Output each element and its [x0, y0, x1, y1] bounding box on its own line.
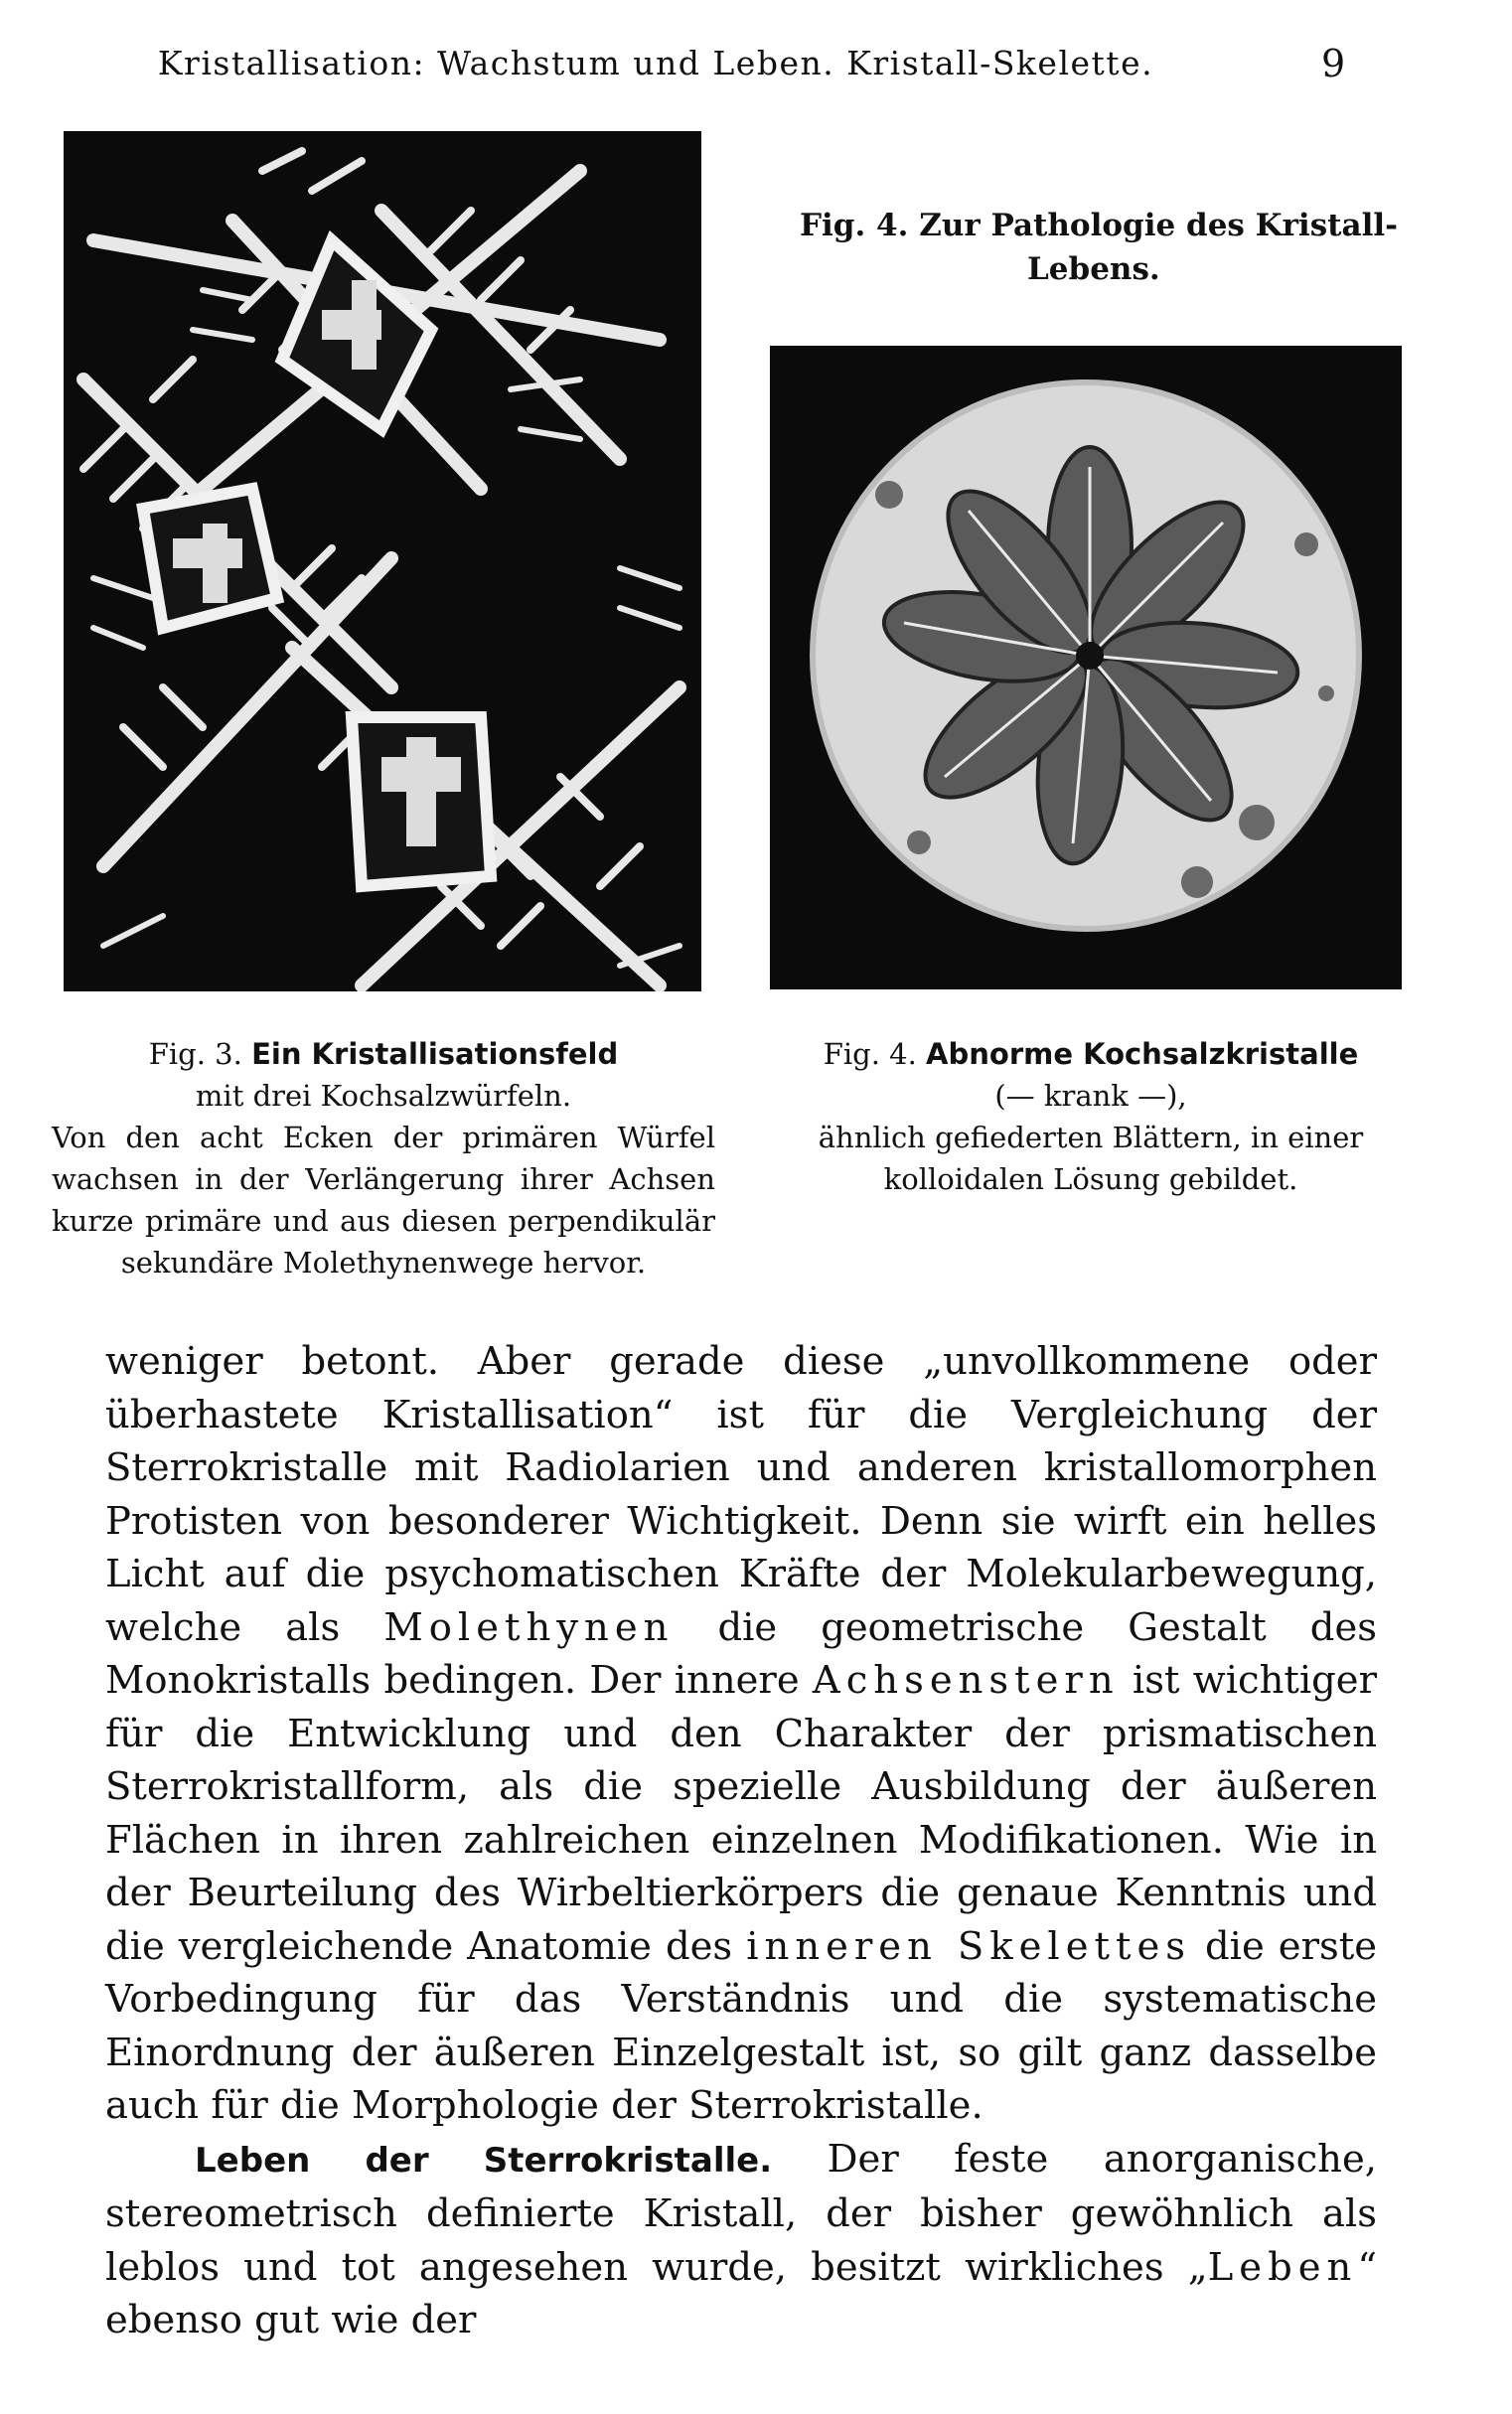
paragraph-1-text-a: weniger betont. Aber gerade diese „unvollkommene oder überhastete Kristallisation“ ist für die Vergleichung der Sterrokristalle mit Radiolarien und anderen kristallomorphen Protisten von besonderer Wichtigkeit. Denn sie wirft ein helles Licht auf die psychomatischen Kräfte der Molekularbewegung, welche als — [105, 1339, 1377, 1650]
body-text — [105, 1335, 1377, 2347]
figure-4-top-caption-line-2: Lebens. — [1027, 251, 1160, 287]
figure-4-top-caption — [775, 204, 1411, 291]
figure-4-image — [770, 346, 1402, 989]
figure-4-label: Fig. 4. — [823, 1037, 917, 1071]
figure-4-caption-head — [763, 1033, 1419, 1075]
figure-4-caption-line-3: ähnlich gefiederten Blättern, in einer — [818, 1121, 1364, 1154]
paragraph-1-text-b: die geometrische Gestalt des Monokristalls bedingen. Der innere — [105, 1604, 1377, 1703]
figure-3-image — [64, 131, 701, 991]
emphasis-achsenstern: Achsenstern — [812, 1658, 1120, 1703]
running-header: Kristallisation: Wachstum und Leben. Kristall-Skelette. — [157, 44, 1154, 82]
figure-4-top-caption-line-1: Fig. 4. Zur Pathologie des Kristall- — [800, 208, 1398, 243]
paragraph-2-text-a: Der feste anorganische, stereometrisch definierte Kristall, der bisher gewöhnlich als leblos und tot angesehen wurde, besitzt wirkliches „ — [105, 2136, 1377, 2290]
figure-4-caption — [763, 1033, 1419, 1200]
paragraph-1-text-d: die erste Vorbedingung für das Verständnis und die systematische Einordnung der äußeren Einzelgestalt ist, so gilt ganz dasselbe auch für die Morphologie der Sterrokristalle. — [105, 1923, 1378, 2128]
figure-3-caption-line-2: mit drei Kochsalzwürfeln. — [195, 1079, 572, 1113]
figure-3-label: Fig. 3. — [148, 1037, 242, 1071]
paragraph-2-text-b: “ ebenso gut wie der — [105, 2244, 1377, 2342]
figure-4-title: Abnorme Kochsalzkristalle — [926, 1037, 1359, 1071]
figure-3-caption — [52, 1033, 715, 1283]
paragraph-2 — [105, 2133, 1377, 2347]
figure-3-title: Ein Kristallisationsfeld — [251, 1037, 619, 1071]
emphasis-molethynen: Molethynen — [383, 1604, 675, 1650]
page-number: 9 — [1321, 42, 1346, 85]
paragraph-1 — [105, 1335, 1377, 2133]
emphasis-leben: Leben — [1207, 2244, 1358, 2290]
emphasis-inneren-skelettes: inneren Skelettes — [746, 1923, 1191, 1969]
figure-3-description: Von den acht Ecken der primären Würfel wachsen in der Verlängerung ihrer Achsen kurze primäre und aus diesen perpendikulär sekundäre Molethynenwege hervor. — [52, 1121, 715, 1280]
figure-4-caption-line-4: kolloidalen Lösung gebildet. — [883, 1162, 1298, 1196]
figure-4-caption-line-2: (— krank —), — [994, 1079, 1187, 1113]
paragraph-1-text-c: ist wichtiger für die Entwicklung und den Charakter der prismatischen Sterrokristallform, als die spezielle Ausbildung der äußeren Flächen in ihren zahlreichen einzelnen Modifikationen. Wie in der Beurteilung des Wirbeltierkörpers die genaue Kenntnis und die vergleichende Anatomie des — [105, 1658, 1377, 1969]
paragraph-2-heading: Leben der Sterrokristalle. — [195, 2140, 773, 2181]
figure-3-caption-head — [52, 1033, 715, 1075]
